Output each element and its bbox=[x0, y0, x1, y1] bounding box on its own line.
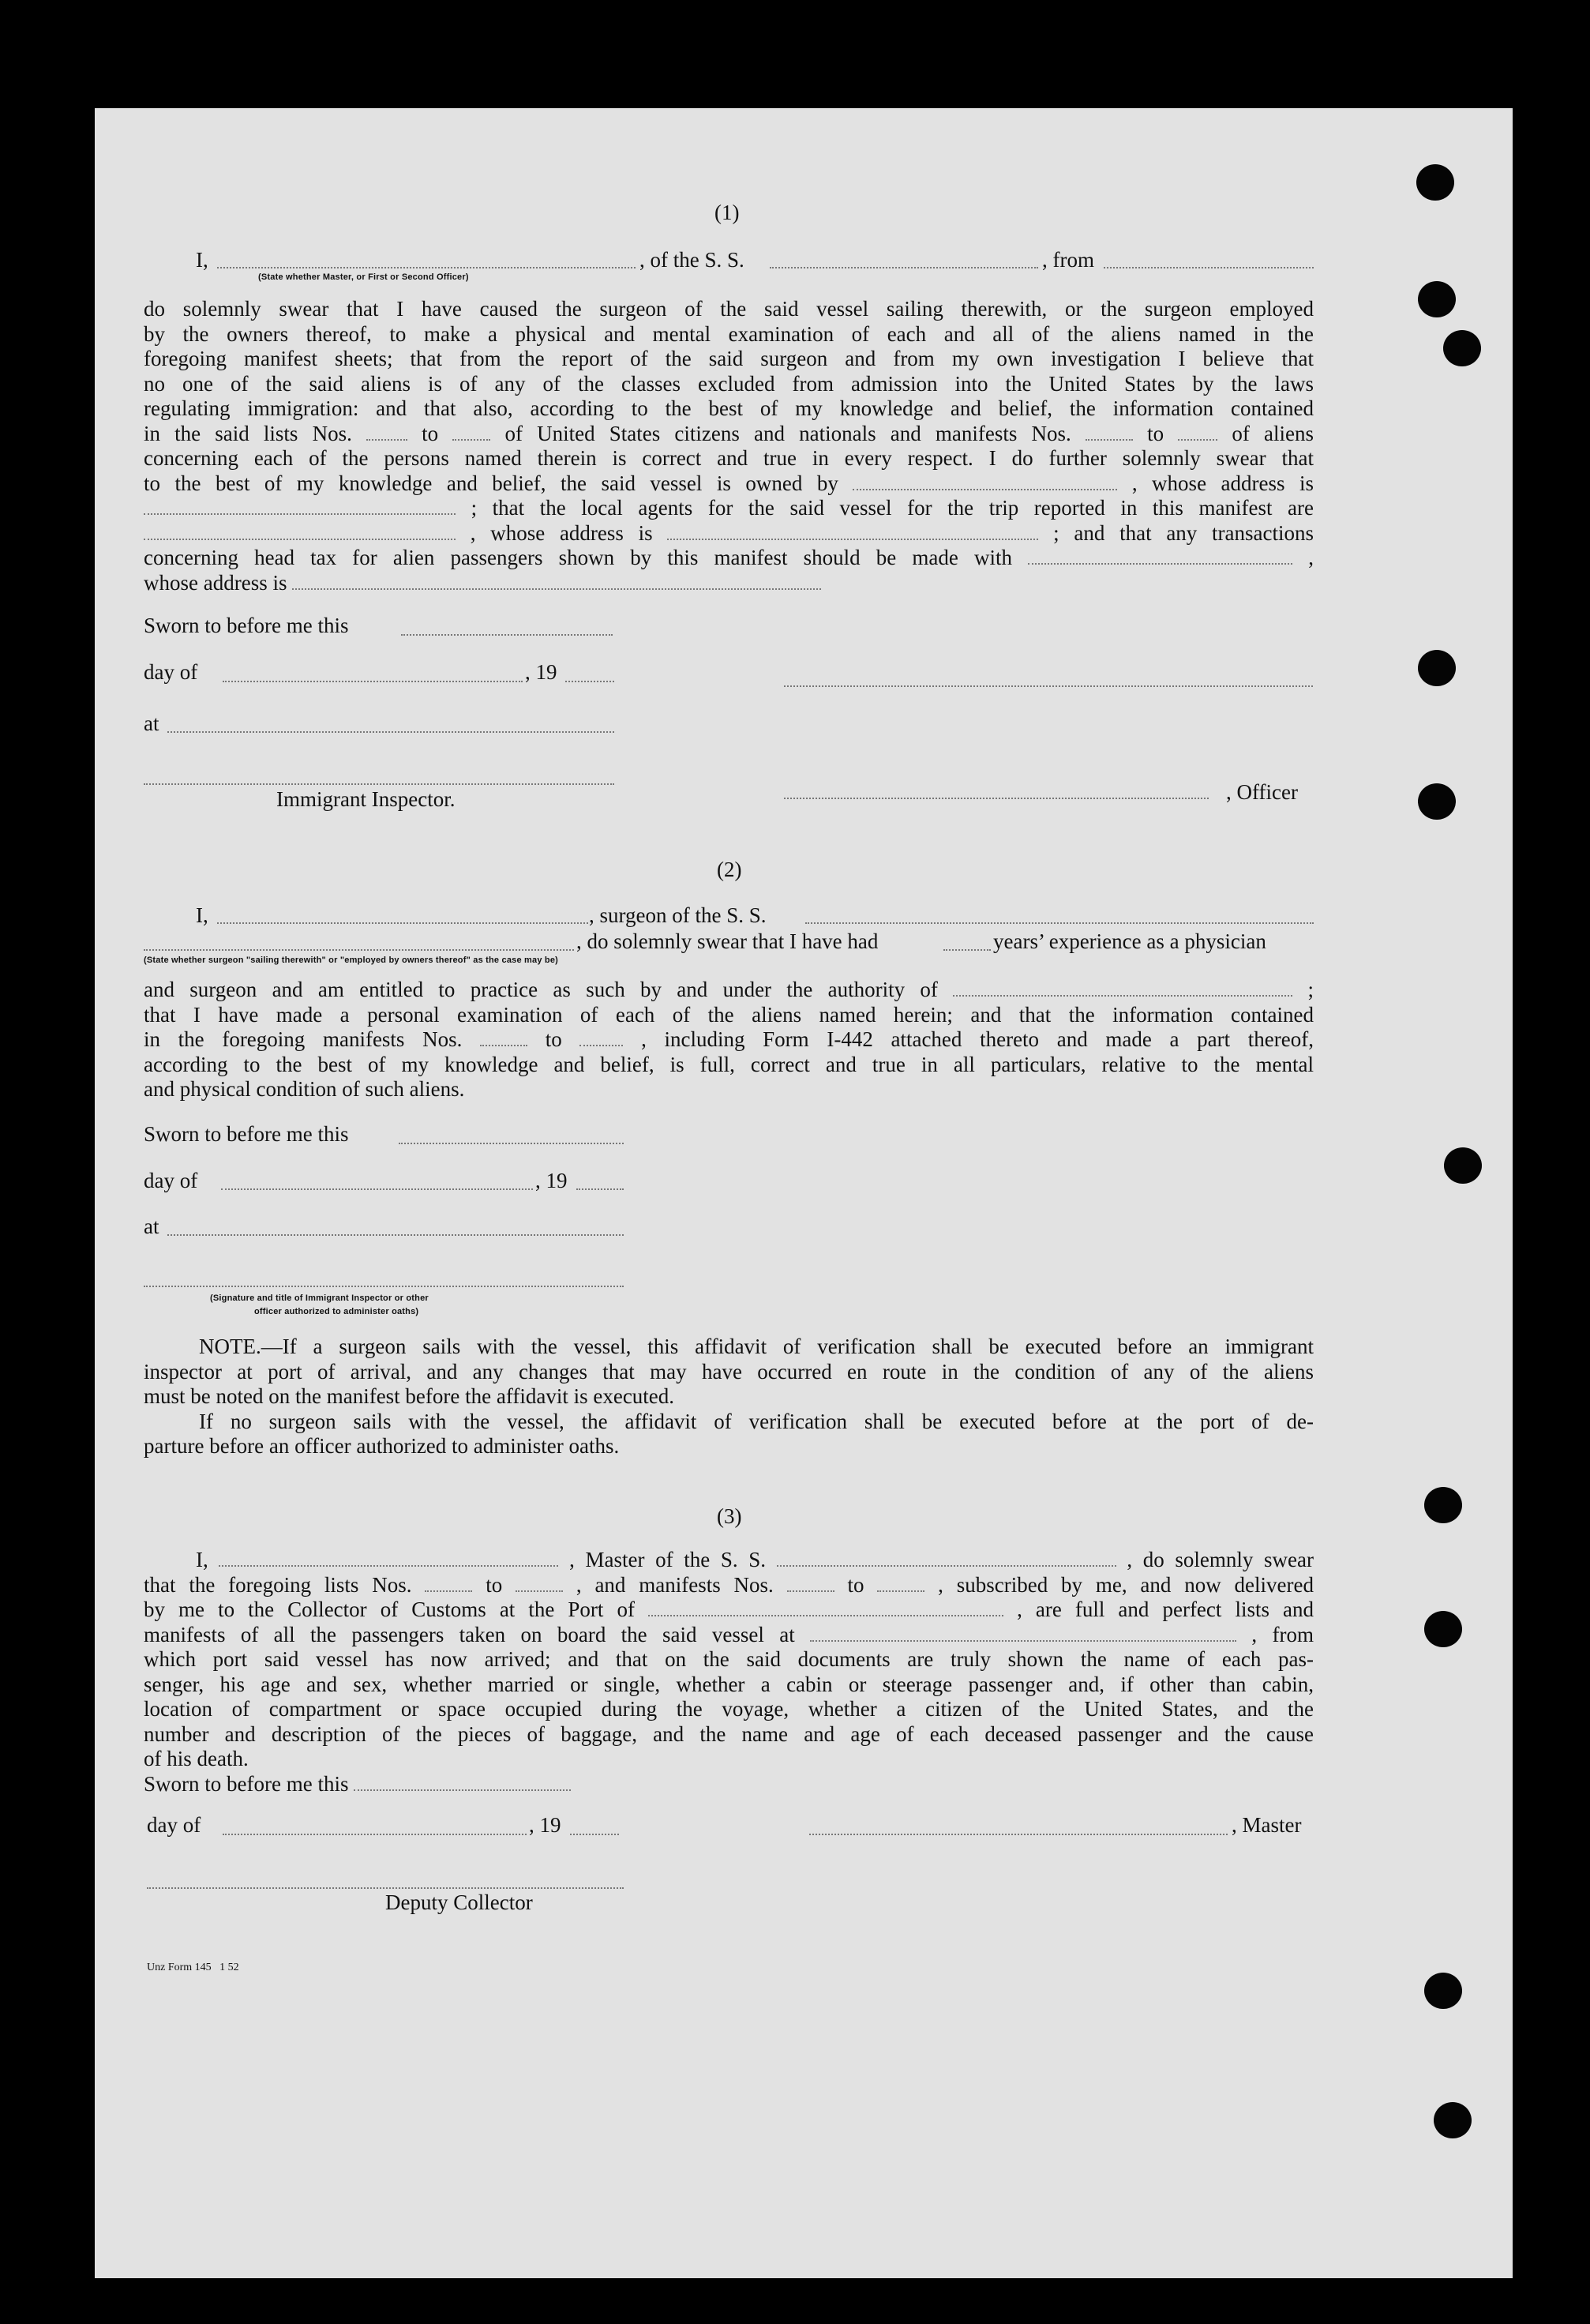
s1-of-ss-label: , of the S. S. bbox=[639, 248, 744, 272]
s2-name-field[interactable] bbox=[217, 922, 588, 924]
punch-hole bbox=[1418, 650, 1456, 686]
s2-years-label: years’ experience as a physician bbox=[993, 929, 1266, 953]
s2-authority-field[interactable] bbox=[953, 981, 1292, 997]
s3-master-label: , Master bbox=[1232, 1813, 1302, 1837]
s1-owner-address-field[interactable] bbox=[144, 499, 456, 515]
s3-year-label: , 19 bbox=[529, 1813, 561, 1837]
s2-year-label: , 19 bbox=[535, 1169, 568, 1192]
s3-boarding-port-field[interactable] bbox=[810, 1626, 1236, 1642]
s3-affidavit-text: I, , Master of the S. S. , do solemnly swear that the foregoing lists Nos. to , and manifests Nos. to , subscribed by me, and now delivered by me to the Collector of Customs at the Port of , are full and perfect lists and manifests of all the passengers taken on board the said vessel at , from which port said vessel has now arrived; and that on the said documents are truly shown the name of each pas- senger, his age and sex, whether married or single, whether a cabin or steerage passenger and, if other than cabin, location of compartment or space occupied during the voyage, whether a citizen of the United States, and the number and description of the pieces of baggage, and the name and age of each deceased passenger and the cause of his death. Sworn to before me this bbox=[144, 1548, 1314, 1796]
s2-note: NOTE.—If a surgeon sails with the vessel, this affidavit of verification shall be executed before an immigrant inspector at port of arrival, and any changes that may have occurred en route in the condition of any of the aliens must be noted on the manifest before the affidavit is executed. If no surgeon sails with the vessel, the affidavit of verification shall be executed before at the port of de- parture before an officer authorized to administer oaths. bbox=[144, 1335, 1314, 1458]
s3-manifests-from-field[interactable] bbox=[787, 1576, 834, 1592]
s3-sworn-field[interactable] bbox=[354, 1775, 571, 1791]
s1-day-field[interactable] bbox=[223, 681, 523, 682]
s2-at-field[interactable] bbox=[167, 1234, 624, 1236]
s2-sig-note-2: officer authorized to administer oaths) bbox=[254, 1307, 419, 1316]
punch-hole bbox=[1418, 281, 1456, 317]
section-3-heading: (3) bbox=[717, 1504, 742, 1528]
s3-master-signature-field[interactable] bbox=[809, 1834, 1228, 1835]
s1-affidavit-text: do solemnly swear that I have caused the surgeon of the said vessel sailing therewith, or the surgeon employed by the owners thereof, to make a physical and mental examination of each and all of the aliens named in the foregoing manifest sheets; that from the report of the said surgeon and from my own investigation I believe that no one of the said aliens is of any of the classes excluded from admission into the United States by the laws regulating immigration: and that also, according to the best of my knowledge and belief, the information contained in the said lists Nos. to of United States citizens and nationals and manifests Nos. to of aliens concerning each of the persons named therein is correct and true in every respect. I do further solemnly swear that to the best of my knowledge and belief, the said vessel is owned by , whose address is ; that the local agents for the said vessel for the trip reported in this manifest are , whose address is ; and that any transactions concerning head tax for alien passengers shown by this manifest should be made with , whose address is bbox=[144, 297, 1314, 595]
s2-sworn-field[interactable] bbox=[399, 1143, 624, 1144]
punch-hole bbox=[1434, 2102, 1472, 2138]
s3-lists-from-field[interactable] bbox=[425, 1576, 472, 1592]
punch-hole bbox=[1444, 1147, 1482, 1184]
s2-surgeon-of-label: , surgeon of the S. S. bbox=[589, 903, 767, 927]
s1-from-field[interactable] bbox=[1104, 267, 1314, 268]
s1-sworn-label: Sworn to before me this bbox=[144, 614, 349, 637]
s1-manifests-from-field[interactable] bbox=[1086, 425, 1133, 441]
s1-from-label: , from bbox=[1042, 248, 1094, 272]
form-number: Unz Form 145 1 52 bbox=[147, 1962, 239, 1973]
s2-years-field[interactable] bbox=[943, 949, 991, 951]
s1-lists-from-field[interactable] bbox=[366, 425, 407, 441]
s2-i-label: I, bbox=[196, 903, 208, 927]
s1-inspector-signature-field[interactable] bbox=[144, 783, 614, 785]
s1-name-field[interactable] bbox=[217, 267, 636, 268]
s3-year-field[interactable] bbox=[570, 1834, 619, 1835]
s1-at-label: at bbox=[144, 711, 159, 735]
s1-head-tax-field[interactable] bbox=[1028, 549, 1292, 565]
s1-head-tax-address-field[interactable] bbox=[292, 574, 821, 590]
s3-deputy-signature-field[interactable] bbox=[147, 1887, 624, 1889]
s1-officer-field[interactable] bbox=[784, 798, 1209, 799]
s2-year-field[interactable] bbox=[576, 1188, 624, 1190]
s1-officer-label: , Officer bbox=[1226, 780, 1298, 804]
s3-deputy-label: Deputy Collector bbox=[385, 1890, 533, 1914]
section-2-heading: (2) bbox=[717, 858, 742, 881]
s2-state-note: (State whether surgeon "sailing therewith" or "employed by owners thereof" as the case may be) bbox=[144, 956, 559, 965]
punch-hole bbox=[1424, 1487, 1462, 1523]
s1-agents-field[interactable] bbox=[144, 524, 456, 540]
s1-day-of-label: day of bbox=[144, 660, 198, 684]
s2-vessel-field-1[interactable] bbox=[805, 922, 1314, 924]
punch-hole bbox=[1418, 783, 1456, 820]
s2-sworn-label: Sworn to before me this bbox=[144, 1122, 349, 1146]
s1-year-label: , 19 bbox=[525, 660, 557, 684]
s1-manifests-to-field[interactable] bbox=[1178, 425, 1217, 441]
s3-day-field[interactable] bbox=[223, 1834, 527, 1835]
s3-name-field[interactable] bbox=[219, 1551, 558, 1567]
s1-state-note: (State whether Master, or First or Second Officer) bbox=[258, 272, 469, 282]
punch-hole bbox=[1424, 1611, 1462, 1647]
s1-owner-field[interactable] bbox=[853, 475, 1117, 490]
s3-day-of-label: day of bbox=[147, 1813, 201, 1837]
s2-manifests-from-field[interactable] bbox=[480, 1031, 527, 1046]
punch-hole bbox=[1443, 330, 1481, 366]
s2-day-field[interactable] bbox=[221, 1188, 533, 1190]
s2-sig-note-1: (Signature and title of Immigrant Inspector or other bbox=[210, 1293, 429, 1303]
s2-swear-label: , do solemnly swear that I have had bbox=[576, 929, 879, 953]
s1-agents-address-field[interactable] bbox=[667, 524, 1038, 540]
s2-at-label: at bbox=[144, 1215, 159, 1238]
s1-lists-to-field[interactable] bbox=[452, 425, 490, 441]
s1-vessel-field[interactable] bbox=[770, 267, 1038, 268]
s2-employment-field[interactable] bbox=[144, 949, 574, 951]
s3-manifests-to-field[interactable] bbox=[877, 1576, 924, 1592]
s3-port-field[interactable] bbox=[648, 1601, 1003, 1616]
s1-inspector-label: Immigrant Inspector. bbox=[276, 787, 456, 811]
s1-sworn-field[interactable] bbox=[401, 634, 613, 636]
punch-hole bbox=[1424, 1973, 1462, 2009]
section-1-heading: (1) bbox=[714, 201, 740, 224]
s2-signature-field[interactable] bbox=[144, 1286, 624, 1287]
s3-lists-to-field[interactable] bbox=[516, 1576, 563, 1592]
s1-year-field[interactable] bbox=[565, 681, 614, 682]
s2-affidavit-text: and surgeon and am entitled to practice as such by and under the authority of ; that I have made a personal examination of each of the aliens named herein; and that the information contained in the foregoing manifests Nos. to , including Form I-442 attached thereto and made a part thereof, according to the best of my knowledge and belief, is full, correct and true in all particulars, relative to the mental and physical condition of such aliens. bbox=[144, 978, 1314, 1101]
s1-at-field[interactable] bbox=[167, 731, 614, 733]
s3-vessel-field[interactable] bbox=[777, 1551, 1116, 1567]
s1-i-label: I, bbox=[196, 248, 208, 272]
s2-day-of-label: day of bbox=[144, 1169, 198, 1192]
s2-manifests-to-field[interactable] bbox=[579, 1031, 623, 1046]
s1-officer-signature-field[interactable] bbox=[784, 685, 1313, 687]
punch-hole bbox=[1416, 164, 1454, 201]
